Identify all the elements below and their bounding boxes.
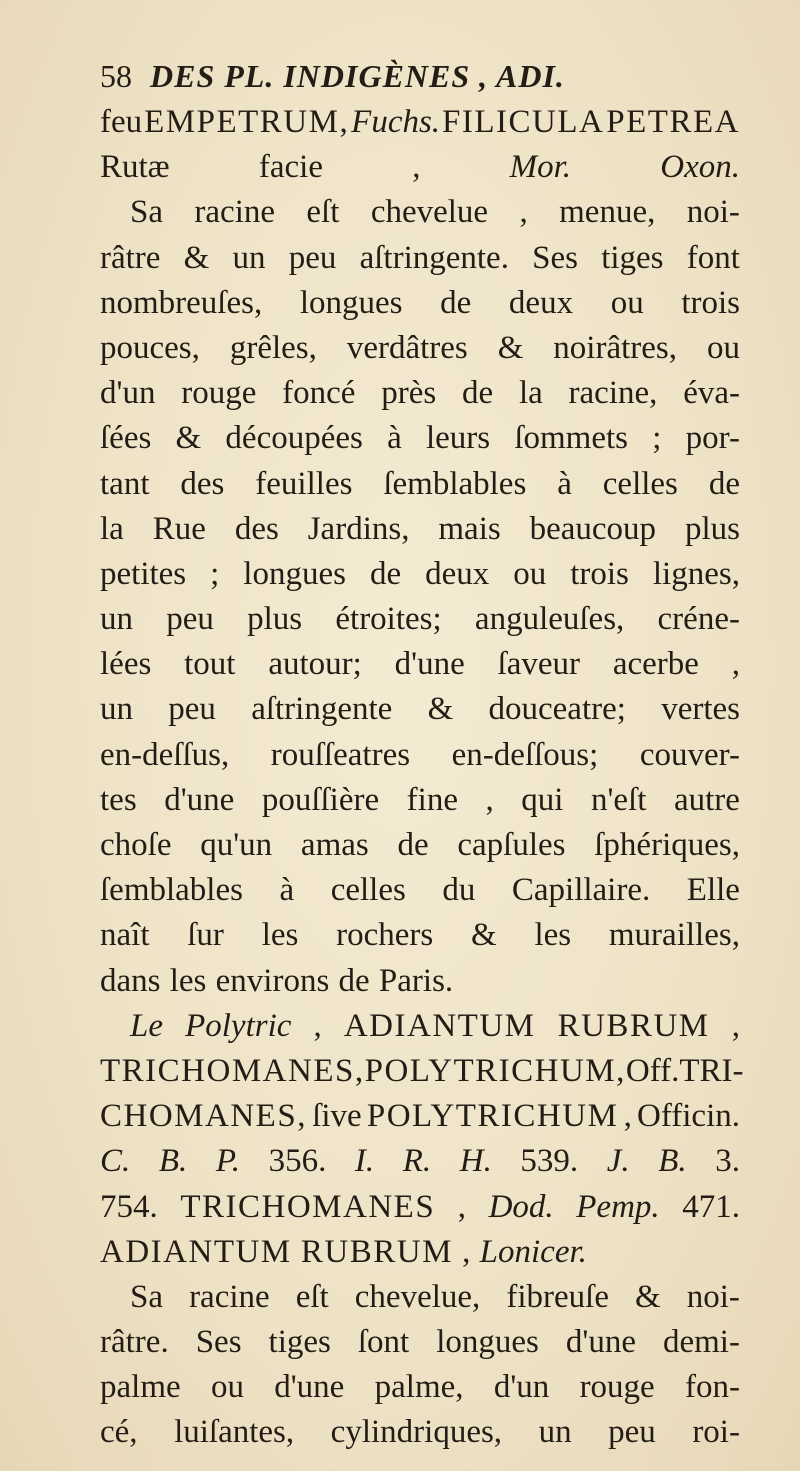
text-lines [100,100,744,1456]
word: pouſſière [261,781,380,818]
word: , [731,646,740,683]
word: 471. [682,1188,740,1225]
word: râtre [100,239,161,276]
page-text-block [100,52,744,1456]
word: ou [610,284,644,321]
word: POLYTRICHUM [366,1098,619,1135]
word: peu [168,691,216,728]
word: 539. [520,1143,579,1180]
word: tes [100,781,137,818]
word: noi- [686,1278,740,1315]
word: peu [608,1414,656,1451]
word: H. [459,1143,492,1180]
word: , [412,149,421,186]
word: P. [215,1143,240,1180]
word: ADIANTUM [100,1233,292,1270]
word: noi- [686,194,740,231]
word: demi- [662,1324,740,1361]
text-line [100,1275,740,1320]
word: ſur [187,917,224,954]
word: 356. [268,1143,327,1180]
word: dans [100,962,161,999]
word: choſe [100,827,172,863]
word: anguleuſes, [474,601,625,638]
word: lées [100,646,152,683]
word: Mor. [509,149,572,186]
word: plus [684,510,740,547]
word: palme [100,1369,181,1406]
word: Off.TRI- [625,1052,744,1089]
word: ; [652,420,662,457]
word: un [100,691,133,728]
word: deux [508,284,574,321]
word: tout [184,646,236,683]
word: de [369,555,402,592]
word: naît [100,917,150,954]
word: d'un [493,1369,550,1406]
text-line [100,190,740,235]
word: tant [100,465,150,502]
word: trois [570,555,629,592]
word: lignes, [652,555,740,592]
word: palme, [374,1369,464,1406]
word: font [686,239,740,276]
word: luiſantes, [174,1414,295,1451]
word: leurs [425,420,491,457]
word: un [232,239,266,276]
word: rouge [579,1369,655,1406]
word: qui [521,781,564,818]
word: Rutæ [100,149,170,186]
word: rouſſeatres [270,736,411,773]
word: tiges [601,239,664,276]
word: Polytric [185,1007,292,1044]
word: de [397,827,429,863]
word: à [279,872,295,909]
word: environs [215,962,330,999]
word: eſt [306,194,340,231]
text-line [100,1004,740,1049]
word: ADIANTUM [343,1007,536,1044]
word: Oxon. [660,149,740,186]
text-line [100,371,740,416]
word: I. [354,1143,375,1180]
word: ſommets [514,420,628,457]
word: roi- [692,1414,740,1451]
text-line [100,868,740,913]
word: Paris. [378,962,454,999]
word: ſphériques, [594,827,740,863]
word: fon- [685,1369,740,1406]
word: ſont [357,1324,410,1361]
word: étroites; [335,601,442,638]
word: , [623,1098,632,1135]
word: 754. [100,1188,158,1225]
text-line [100,1410,740,1455]
word: Officin. [637,1098,740,1135]
text-line [100,462,740,507]
word: foncé [282,375,356,412]
word: , [519,194,528,231]
word: EMPETRUM, [144,104,350,140]
word: pouces, [100,329,200,366]
word: Pemp. [576,1188,660,1225]
word: en-deſſous; [451,736,599,773]
text-line [100,416,740,461]
word: petites [100,555,187,592]
word: TRICHOMANES [180,1188,436,1225]
word: d'un [100,375,156,412]
word: & [427,691,454,728]
text-line [100,733,740,778]
word: eſt [295,1278,329,1315]
word: longues [243,555,346,592]
word: Le [130,1007,163,1044]
word: d'une [274,1369,345,1406]
word: ſaveur [497,646,580,683]
text-line [100,687,740,732]
text-line [100,913,740,958]
word: râtre. [100,1324,169,1361]
word: Elle [686,872,740,909]
word: PETREA [606,104,740,140]
word: deux [425,555,490,592]
word: autre [673,781,740,818]
word: Ses [532,239,578,276]
word: ; [210,555,220,592]
word: de [708,465,740,502]
word: Sa [130,194,163,231]
word: peu [166,601,214,638]
word: racine [189,1278,270,1315]
word: ou [513,555,547,592]
word: TRICHOMANES,POLYTRICHUM, [100,1052,626,1089]
word: du [442,872,476,909]
word: qu'un [200,827,273,863]
text-line [100,1365,740,1410]
text-line [100,100,740,145]
word: des [180,465,225,502]
text-line [100,1185,740,1230]
text-line [100,507,740,552]
running-header [100,52,740,100]
word: Ses [195,1324,242,1361]
word: , [457,1188,467,1225]
text-line [100,1139,740,1184]
text-line [100,1049,744,1094]
word: facie [258,149,323,186]
word: de [462,375,494,412]
word: Rue [152,510,206,547]
word: & [497,329,524,366]
word: aſtringente [251,691,393,728]
word: d'une [394,646,465,683]
word: vertes [661,691,740,728]
word: Jardins, [307,510,410,547]
word: amas [300,827,369,863]
word: de [440,284,472,321]
word: un [100,601,133,638]
word: tiges [268,1324,331,1361]
text-line [100,823,740,868]
word: chevelue, [354,1278,481,1315]
word: ſées [100,420,152,457]
text-line [100,326,740,371]
word: peu [288,239,337,276]
text-line [100,597,740,642]
word: longues [299,284,403,321]
word: feuilles [255,465,353,502]
word: près [381,375,437,412]
word: trois [681,284,740,321]
word: ou [706,329,740,366]
word: RUBRUM [557,1007,710,1044]
word: menue, [559,194,656,231]
word: capſules [457,827,566,863]
word: grêles, [229,329,317,366]
word: , [462,1233,471,1270]
word: Dod. [488,1188,554,1225]
word: d'une [164,781,235,818]
word: & [183,239,210,276]
word: noirâtres, [553,329,677,366]
word: les [169,962,207,999]
word: des [234,510,279,547]
word: , [485,781,494,818]
word: por- [685,420,740,457]
word: feu [100,104,143,140]
word: à [387,420,402,457]
text-line [100,959,740,1004]
word: chevelue [370,194,489,231]
word: C. [100,1143,131,1180]
word: & [635,1278,661,1315]
word: les [534,917,572,954]
word: Lonicer. [479,1233,587,1270]
word: d'une [565,1324,636,1361]
word: Fuchs. [351,104,441,140]
text-line [100,145,740,190]
word: aſtringente. [359,239,509,276]
word: un [538,1414,572,1451]
word: ſive [312,1098,362,1135]
text-line [100,552,740,597]
word: douceatre; [488,691,626,728]
word: plus [247,601,303,638]
word: ſemblables [383,465,527,502]
word: n'eſt [590,781,647,818]
text-line [100,236,740,281]
word: en-deſſus, [100,736,230,773]
word: & [175,420,202,457]
word: mais [438,510,501,547]
word: découpées [225,420,363,457]
word: B. [158,1143,188,1180]
word: CHOMANES, [100,1098,307,1135]
word: créne- [657,601,740,638]
word: couver- [639,736,740,773]
word: ſemblables [100,872,243,909]
word: 3. [715,1143,740,1180]
word: fine [406,781,458,818]
word: beaucoup [529,510,657,547]
text-line [100,642,740,687]
word: la [100,510,124,547]
word: rochers [336,917,434,954]
word: B. [658,1143,687,1180]
word: de [338,962,370,999]
word: murailles, [608,917,740,954]
word: & [471,917,497,954]
word: celles [602,465,678,502]
word: J. [606,1143,630,1180]
word: R. [402,1143,432,1180]
word: rouge [181,375,257,412]
word: Capillaire. [511,872,651,909]
word: les [261,917,299,954]
word: , [313,1007,322,1044]
text-line [100,1230,740,1275]
text-line [100,281,740,326]
word: verdâtres [346,329,468,366]
text-line [100,1094,740,1139]
word: , [731,1007,740,1044]
word: acerbe [612,646,699,683]
page-number: 58 [100,58,132,94]
text-line [100,778,740,823]
word: cé, [100,1414,138,1451]
text-line [100,1320,740,1365]
word: autour; [268,646,362,683]
word: RUBRUM [300,1233,453,1270]
word: racine [194,194,276,231]
word: celles [330,872,406,909]
word: Sa [130,1278,163,1315]
word: ou [210,1369,244,1406]
word: nombreuſes, [100,284,263,321]
word: la [518,375,543,412]
running-title: DES PL. INDIGÈNES , ADI. [150,58,565,94]
word: FILICULA [442,104,605,140]
word: longues [436,1324,539,1361]
word: fibreuſe [506,1278,609,1315]
word: cylindriques, [330,1414,503,1451]
word: à [557,465,572,502]
word: éva- [683,375,740,412]
word: racine, [568,375,658,412]
